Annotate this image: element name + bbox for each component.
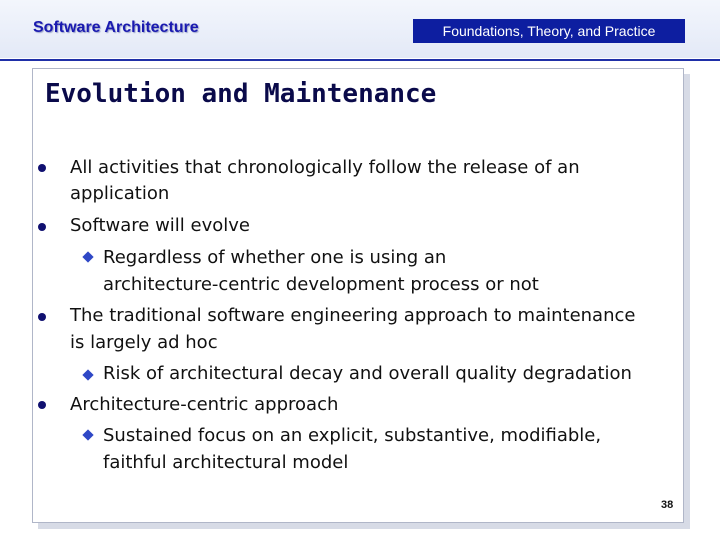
sub-bullet-text: Risk of architectural decay and overall quality degradation bbox=[103, 363, 632, 384]
page-number: 38 bbox=[661, 499, 674, 511]
sub-bullet-text-continued: faithful architectural model bbox=[103, 452, 349, 473]
bullet-icon bbox=[38, 313, 46, 321]
bullet-text: All activities that chronologically follow the release of an bbox=[70, 157, 580, 178]
bullet-icon bbox=[38, 223, 46, 231]
course-subtitle: Foundations, Theory, and Practice bbox=[413, 19, 685, 43]
course-title: Software Architecture bbox=[33, 19, 199, 36]
sub-bullet-text: Regardless of whether one is using an bbox=[103, 247, 447, 268]
sub-bullet-text-continued: architecture-centric development process or not bbox=[103, 274, 539, 295]
bullet-icon bbox=[38, 164, 46, 172]
bullet-text: Software will evolve bbox=[70, 215, 250, 236]
sub-bullet-text: Sustained focus on an explicit, substantive, modifiable, bbox=[103, 425, 602, 446]
slide-title: Evolution and Maintenance bbox=[45, 79, 437, 109]
header-divider bbox=[0, 59, 720, 61]
bullet-text-continued: is largely ad hoc bbox=[70, 332, 218, 353]
bullet-text: The traditional software engineering approach to maintenance bbox=[70, 305, 636, 326]
bullet-icon bbox=[38, 401, 46, 409]
bullet-text: Architecture-centric approach bbox=[70, 394, 339, 415]
bullet-text-continued: application bbox=[70, 183, 170, 204]
